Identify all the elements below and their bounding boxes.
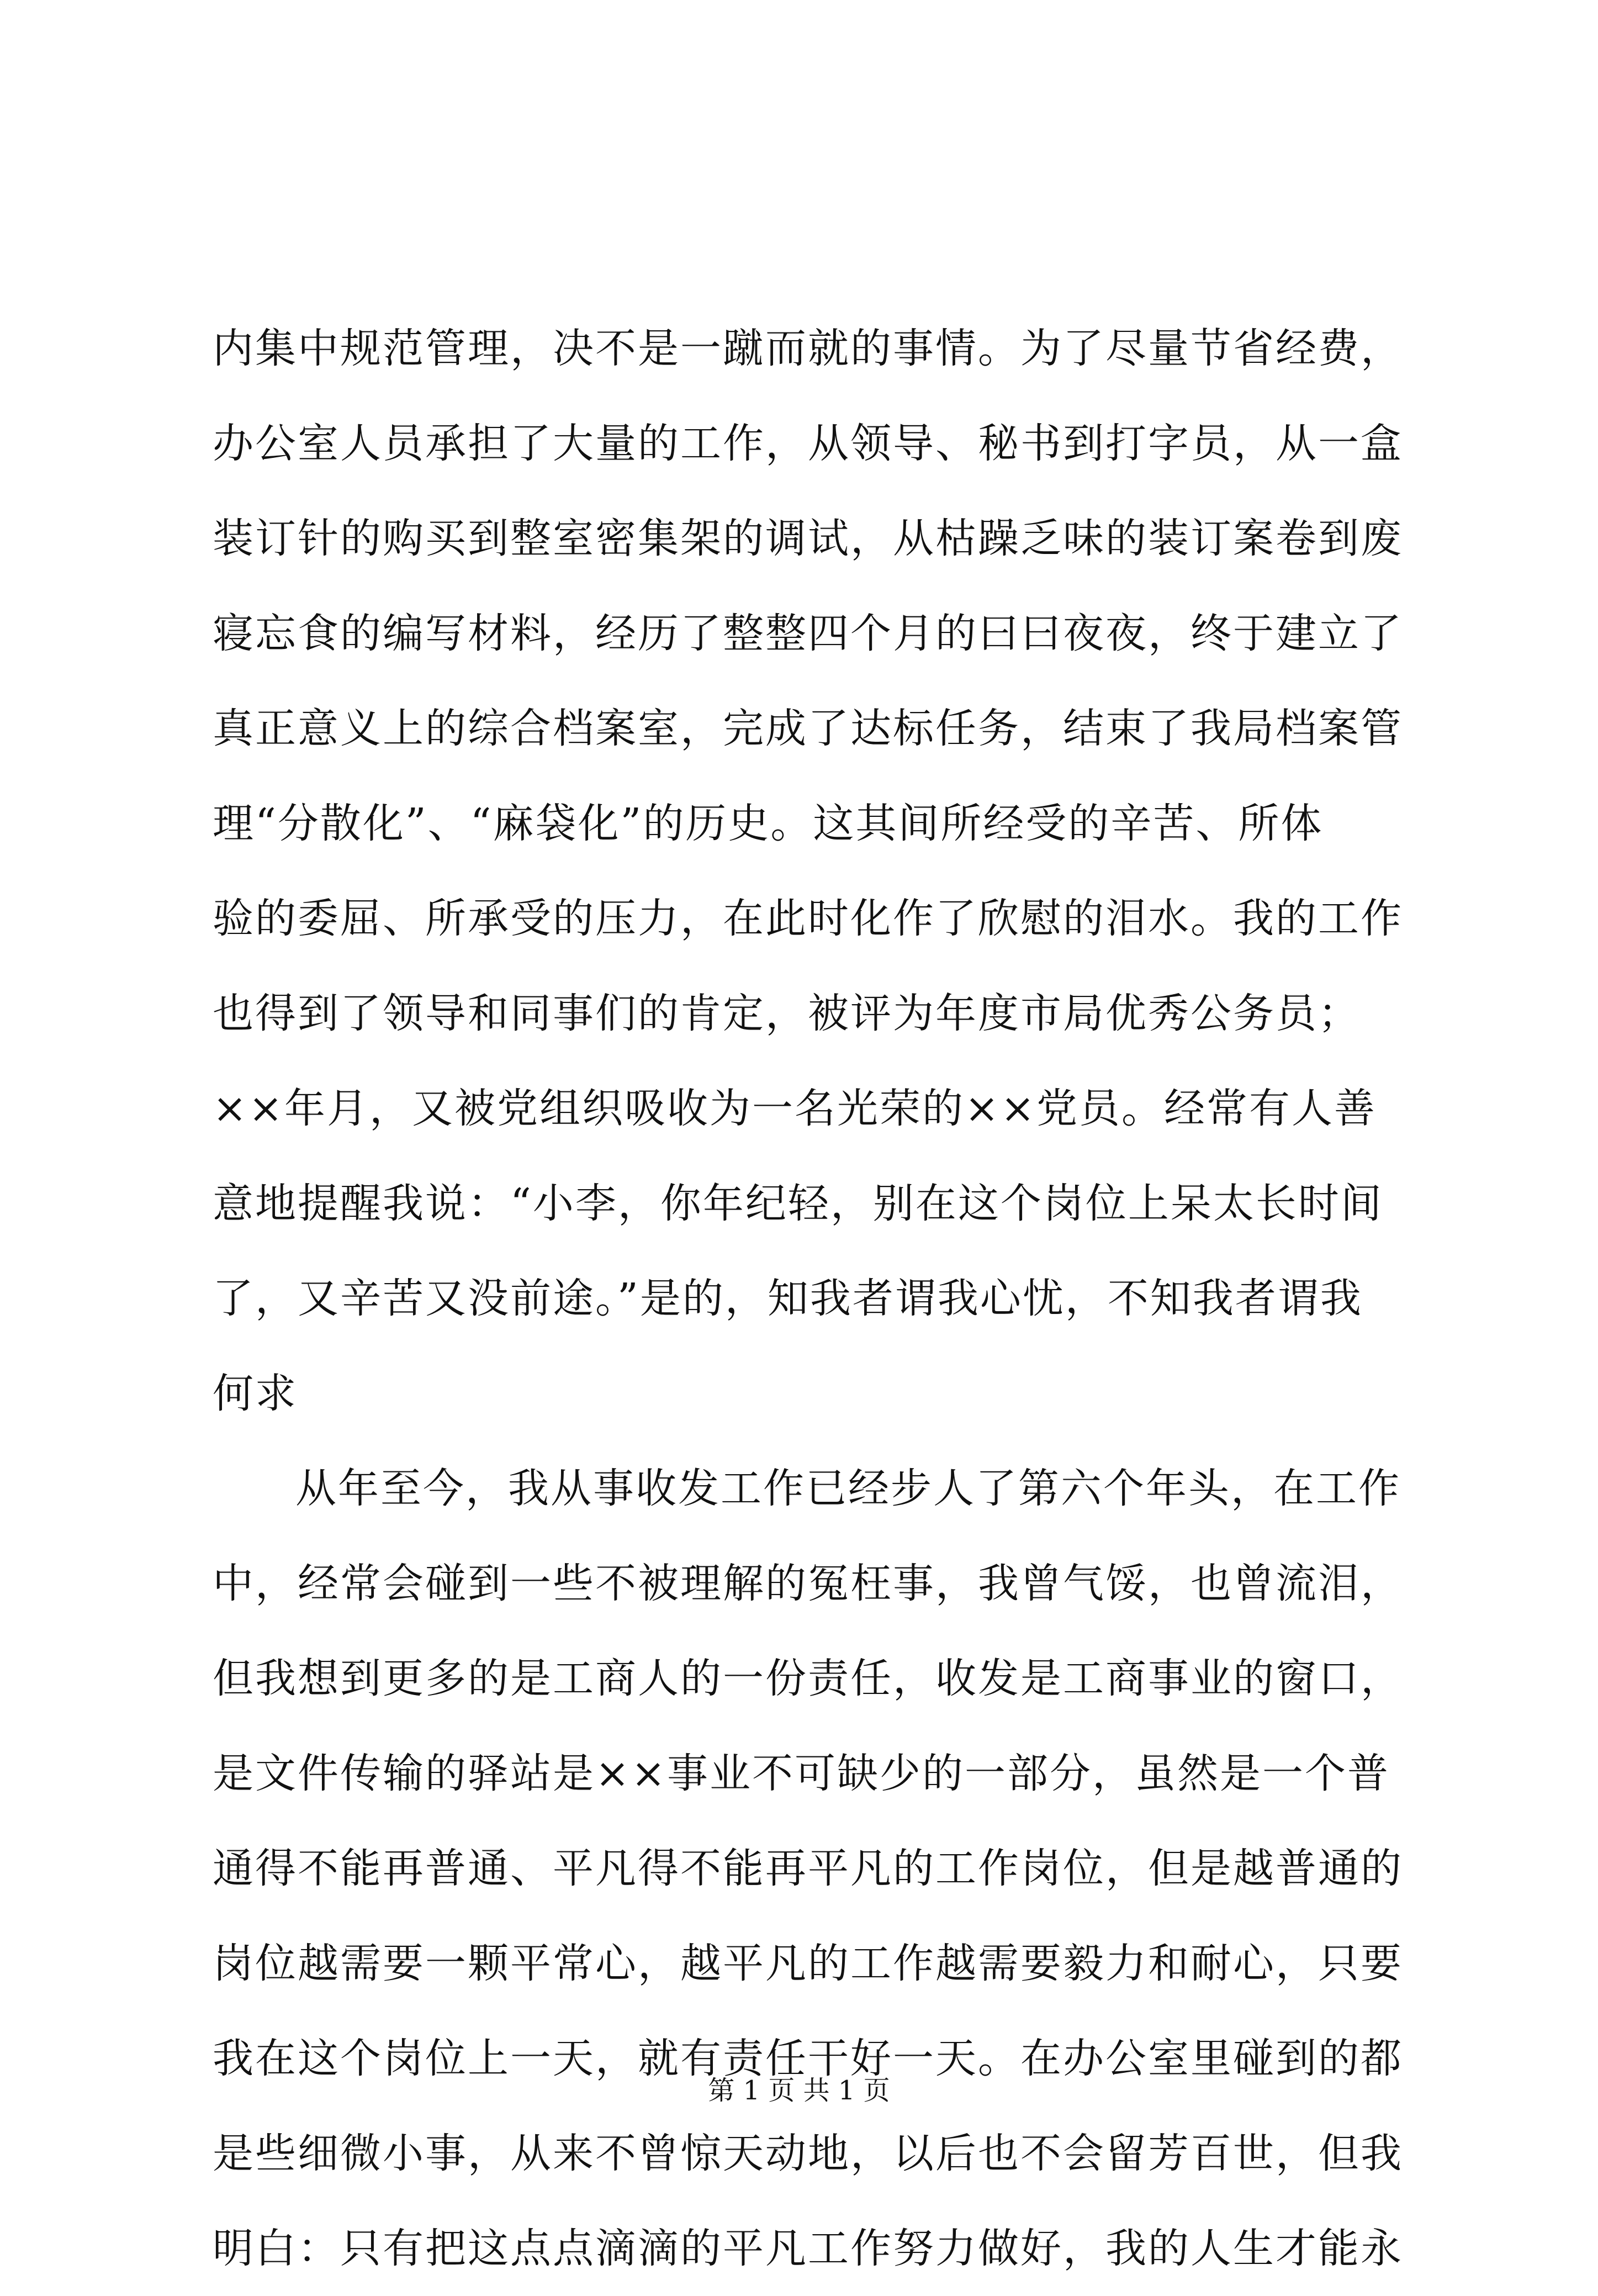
page-footer bbox=[0, 2074, 1598, 2107]
text-line: 装订针的购买到整室密集架的调试，从枯躁乏味的装订案卷到废 bbox=[213, 515, 1403, 562]
text-line: 是些细微小事，从来不曾惊天动地，以后也不会留芳百世，但我 bbox=[213, 2130, 1403, 2177]
text-line: 何求 bbox=[213, 1370, 298, 1417]
text-line: 是文件传输的驿站是××事业不可缺少的一部分，虽然是一个普 bbox=[213, 1750, 1390, 1797]
paragraph-first-line: 从年至今，我从事收发工作已经步人了第六个年头，在工作 bbox=[295, 1465, 1401, 1512]
page-number-label: 第 1 页 共 1 页 bbox=[708, 2075, 890, 2106]
text-line: 验的委屈、所承受的压力，在此时化作了欣慰的泪水。我的工作 bbox=[213, 895, 1403, 942]
text-line: 中，经常会碰到一些不被理解的冤枉事，我曾气馁，也曾流泪， bbox=[213, 1560, 1403, 1607]
text-line: 内集中规范管理，决不是一蹴而就的事情。为了尽量节省经费， bbox=[213, 325, 1403, 372]
text-line: 寝忘食的编写材料，经历了整整四个月的曰曰夜夜，终于建立了 bbox=[213, 610, 1403, 657]
text-line: ××年月，又被党组织吸收为一名光荣的××党员。经常有人善 bbox=[213, 1085, 1377, 1132]
text-line: 但我想到更多的是工商人的一份责任，收发是工商事业的窗口， bbox=[213, 1655, 1403, 1702]
text-line: 明白：只有把这点点滴滴的平凡工作努力做好，我的人生才能永 bbox=[213, 2225, 1403, 2272]
text-line: 也得到了领导和同事们的肯定，被评为年度市局优秀公务员； bbox=[213, 990, 1361, 1037]
text-line: 了，又辛苦又没前途。”是的，知我者谓我心忧，不知我者谓我 bbox=[213, 1275, 1363, 1322]
text-line: 真正意义上的综合档案室，完成了达标任务，结束了我局档案管 bbox=[213, 705, 1403, 752]
document-body bbox=[213, 301, 1403, 2296]
text-line: 理“分散化”、“麻袋化”的历史。这其间所经受的辛苦、所体 bbox=[213, 800, 1324, 847]
text-line: 我在这个岗位上一天，就有责任干好一天。在办公室里碰到的都 bbox=[213, 2035, 1403, 2082]
text-line: 办公室人员承担了大量的工作，从领导、秘书到打字员，从一盒 bbox=[213, 420, 1403, 467]
text-line: 岗位越需要一颗平常心，越平凡的工作越需要毅力和耐心，只要 bbox=[213, 1940, 1403, 1987]
text-line: 通得不能再普通、平凡得不能再平凡的工作岗位，但是越普通的 bbox=[213, 1845, 1403, 1892]
text-line: 意地提醒我说：“小李，你年纪轻，别在这个岗位上呆太长时间 bbox=[213, 1180, 1383, 1227]
